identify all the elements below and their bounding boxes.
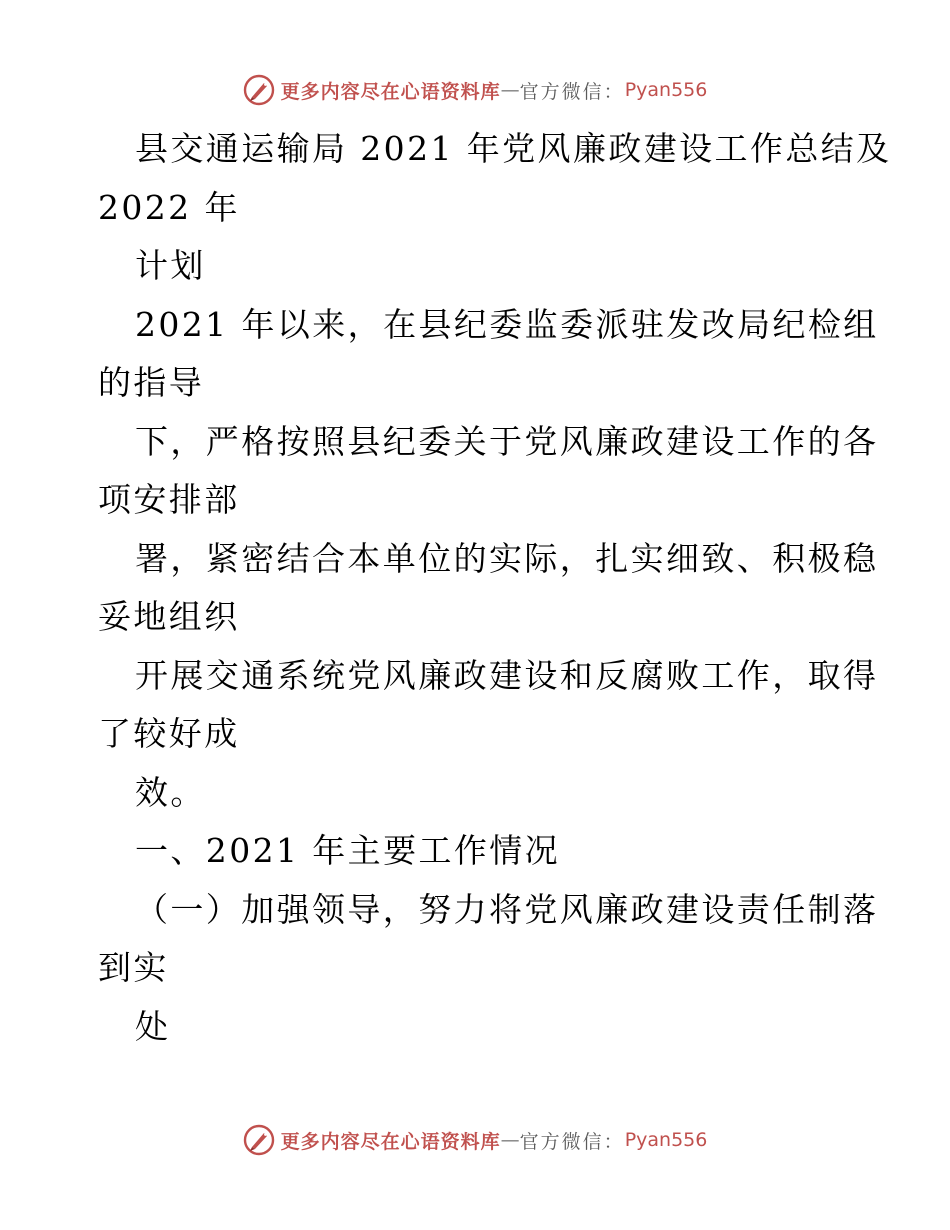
text-line: 效。 [135,772,206,812]
watermark-separator: — [500,79,520,101]
text-line: 的指导 [98,363,205,402]
text-line: 署，紧密结合本单位的实际，扎实细致、积极稳 [135,538,879,578]
text-line: 2021 年以来，在县纪委监委派驻发改局纪检组 [135,304,879,344]
watermark-wechat-id: Pyan556 [624,1129,708,1151]
text-line: 下，严格按照县纪委关于党风廉政建设工作的各 [135,421,879,461]
footer-watermark [0,1120,950,1160]
watermark-label: 官方微信： [519,80,625,103]
watermark-text: 更多内容尽在心语资料库 [280,1130,501,1153]
text-line: 2022 年 [98,187,240,227]
text-line: 妥地组织 [98,597,240,636]
watermark-wechat-id: Pyan556 [624,79,708,101]
pen-logo-icon [243,1124,275,1156]
watermark-text: 更多内容尽在心语资料库 [280,80,501,103]
watermark-label: 官方微信： [519,1130,625,1153]
pen-logo-icon [243,74,275,106]
text-line: 处 [135,1006,171,1046]
document-body [98,120,892,1056]
watermark-separator: — [500,1129,520,1151]
text-line: 计划 [135,246,206,285]
text-line: 一、2021 年主要工作情况 [135,831,561,870]
text-line: 了较好成 [98,714,240,753]
text-line: 到实 [98,948,169,987]
text-line: （一）加强领导，努力将党风廉政建设责任制落 [135,889,879,929]
header-watermark [0,70,950,110]
text-line: 县交通运输局 2021 年党风廉政建设工作总结及 [135,129,892,168]
text-line: 项安排部 [98,480,240,519]
text-line: 开展交通系统党风廉政建设和反腐败工作，取得 [135,655,879,695]
